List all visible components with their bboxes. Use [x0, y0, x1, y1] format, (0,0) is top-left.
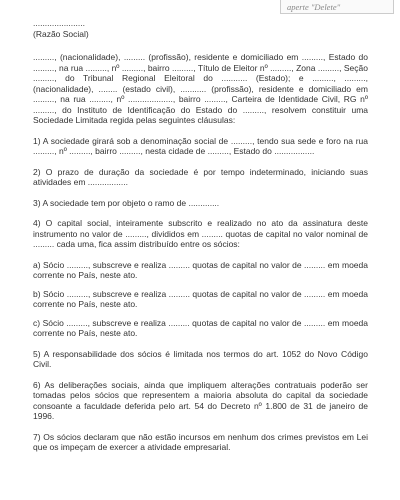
- clause-4: 4) O capital social, inteiramente subscrito e realizado no ato da assinatura deste instrumento no valor de ........., divididos em ......... quotas de capital no valor nominal de ......... cada uma, fica assim distribuído entre os sócios:: [33, 218, 368, 249]
- clause-1: 1) A sociedade girará sob a denominação social de ........., tendo sua sede e foro na rua ........., nº ........., bairro ........., nesta cidade de ........., Estado do .................: [33, 135, 368, 156]
- delete-hint-box: [280, 0, 394, 14]
- razao-social-label: (Razão Social): [33, 28, 89, 39]
- company-name-blank: ......................: [33, 18, 85, 28]
- contract-document: [33, 18, 368, 463]
- clause-6: 6) As deliberações sociais, ainda que impliquem alterações contratuais poderão ser tomadas pelos sócios que representem a maioria absoluta do capital da sociedade consoante a faculdade deferida pelo art. 54 do Decreto nº 1.800 de 31 de janeiro de 1996.: [33, 379, 368, 421]
- clause-3: 3) A sociedade tem por objeto o ramo de .............: [33, 197, 220, 208]
- clause-7: 7) Os sócios declaram que não estão incursos em nenhum dos crimes previstos em Lei que os impeçam de exercer a atividade empresarial.: [33, 431, 368, 452]
- clause-5: 5) A responsabilidade dos sócios é limitada nos termos do art. 1052 do Novo Código Civil.: [33, 348, 368, 369]
- clause-4a: a) Sócio ........., subscreve e realiza ......... quotas de capital no valor de ......... em moeda corrente no País, neste ato.: [33, 259, 368, 280]
- clause-4b: b) Sócio ........., subscreve e realiza ......... quotas de capital no valor de ......... em moeda corrente no País, neste ato.: [33, 288, 368, 309]
- clause-2: 2) O prazo de duração da sociedade é por tempo indeterminado, iniciando suas atividades em .................: [33, 166, 368, 187]
- clause-4c: c) Sócio ........., subscreve e realiza ......... quotas de capital no valor de ......... em moeda corrente no País, neste ato.: [33, 317, 368, 338]
- intro-paragraph: ........., (nacionalidade), ......... (profissão), residente e domiciliado em ........., Estado do ........., na rua ........., nº ........., bairro ........., Título de Eleitor nº ........., Zona ........., Seção ........., do Tribunal Regional Eleitoral do ........... (Estado); e ........., ........., (nacionalidade), ........ (estado civil), ........... (profissão), residente e domiciliado em ........., na rua ........., nº ..................., bairro ........., Carteira de Identidade Civil, RG nº ........., do Instituto de Identificação do Estado do ........., resolvem constituir uma Sociedade Limitada regida pelas seguintes cláusulas:: [33, 52, 368, 125]
- delete-hint-text: aperte "Delete": [287, 2, 341, 12]
